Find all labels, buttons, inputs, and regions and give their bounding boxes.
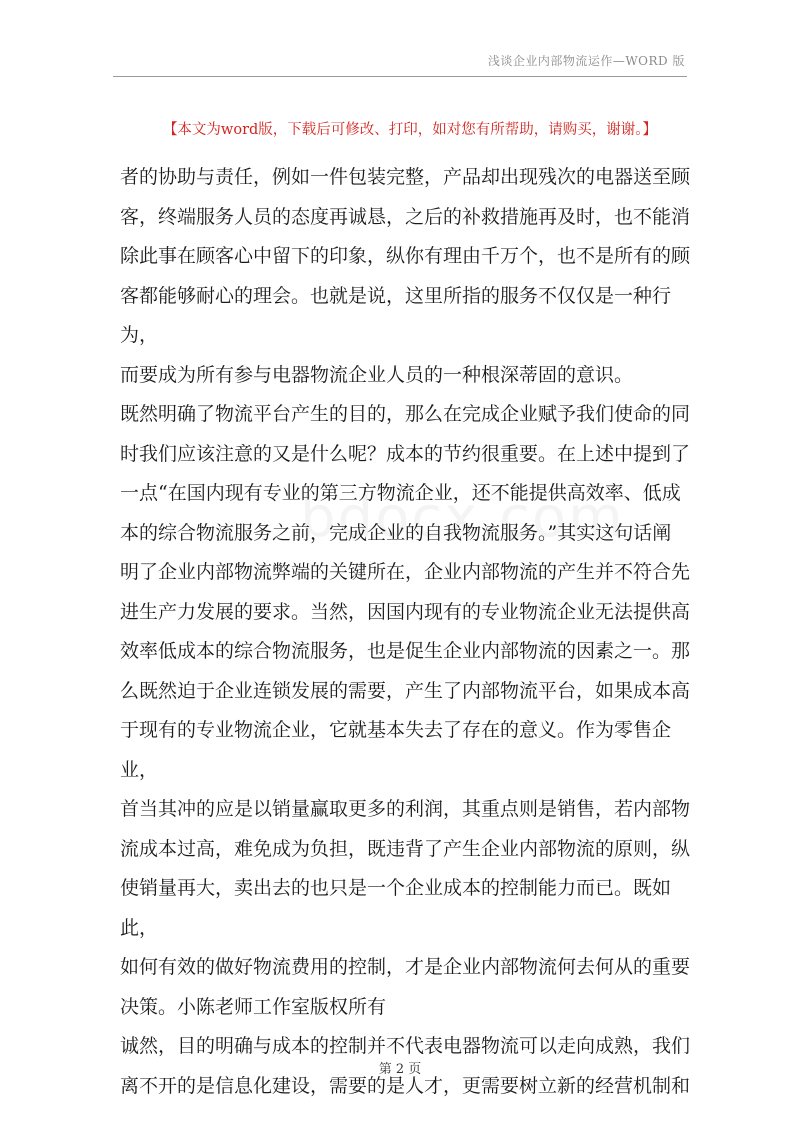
text-line: 一点“在国内现有专业的第三方物流企业，还不能提供高效率、低成 xyxy=(120,482,681,504)
text-line: 首当其冲的应是以销量赢取更多的利润，其重点则是销售，若内部物 xyxy=(120,798,691,820)
text-line: 明了企业内部物流弊端的关键所在，企业内部物流的产生并不符合先 xyxy=(120,561,691,583)
text-line: 流成本过高，难免成为负担，既违背了产生企业内部物流的原则，纵 xyxy=(120,837,691,860)
text-line: 者的协助与责任，例如一件包装完整，产品却出现残次的电器送至顾 xyxy=(120,166,691,188)
paragraph-2 xyxy=(120,395,700,1027)
text-line: 么既然迫于企业连锁发展的需要，产生了内部物流平台，如果成本高 xyxy=(120,679,691,702)
text-line: 如何有效的做好物流费用的控制，才是企业内部物流何去何从的重要 xyxy=(120,956,691,978)
running-header-title: 浅谈企业内部物流运作—WORD 版 xyxy=(487,54,685,68)
purchase-notice: 【本文为word版，下载后可修改、打印，如对您有所帮助，请购买，谢谢。】 xyxy=(162,122,658,138)
text-line: 效率低成本的综合物流服务，也是促生企业内部物流的因素之一。那 xyxy=(120,640,691,662)
text-line: 客都能够耐心的理会。也就是说，这里所指的服务不仅仅是一种行为， xyxy=(120,284,672,346)
document-body xyxy=(120,158,700,1106)
paragraph-1 xyxy=(120,158,700,395)
text-line: 离不开的是信息化建设，需要的是人才，更需要树立新的经营机制和 xyxy=(120,1074,691,1097)
text-line: 进生产力发展的要求。当然，因国内现有的专业物流企业无法提供高 xyxy=(120,600,691,623)
text-line: 决策。小陈老师工作室版权所有 xyxy=(120,995,387,1018)
text-line: 使销量再大，卖出去的也只是一个企业成本的控制能力而已。既如此， xyxy=(120,877,672,939)
text-line: 而要成为所有参与电器物流企业人员的一种根深蒂固的意识。 xyxy=(120,363,634,386)
text-line: 诚然，目的明确与成本的控制并不代表电器物流可以走向成熟，我们 xyxy=(120,1035,691,1057)
header-divider xyxy=(113,76,687,77)
text-line: 本的综合物流服务之前，完成企业的自我物流服务。”其实这句话阐 xyxy=(120,521,672,544)
text-line: 除此事在顾客心中留下的印象，纵你有理由千万个，也不是所有的顾 xyxy=(120,245,691,267)
text-line: 既然明确了物流平台产生的目的，那么在完成企业赋予我们使命的同 xyxy=(120,403,691,425)
text-line: 时我们应该注意的又是什么呢？成本的节约很重要。在上述中提到了 xyxy=(120,442,691,465)
page-number: 第 2 页 xyxy=(378,1062,422,1077)
text-line: 客，终端服务人员的态度再诚恳，之后的补救措施再及时，也不能消 xyxy=(120,205,691,228)
text-line: 于现有的专业物流企业，它就基本失去了存在的意义。作为零售企业， xyxy=(120,719,672,781)
